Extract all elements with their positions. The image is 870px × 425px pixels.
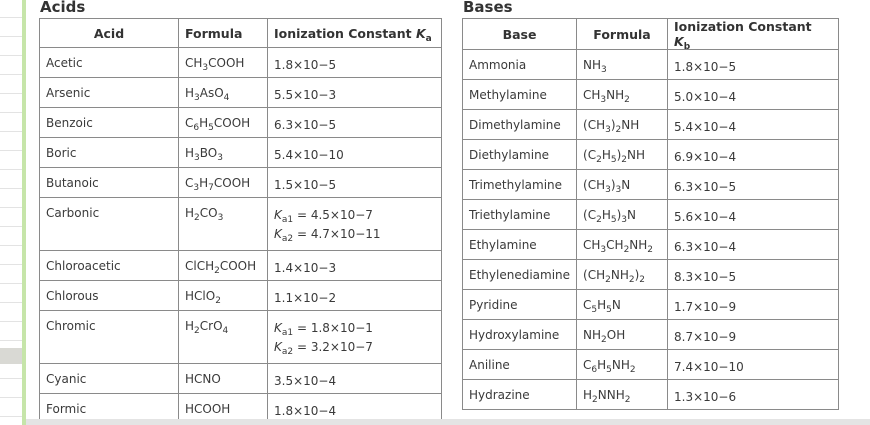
bases-row xyxy=(463,50,839,80)
constant-cell xyxy=(668,350,839,380)
formula-text: CH xyxy=(583,238,601,252)
constant-label: a1 xyxy=(281,215,294,225)
formula-cell xyxy=(179,251,268,281)
formula-text: C xyxy=(185,116,194,130)
formula-text: (CH xyxy=(583,118,606,132)
constant-value: 7.4×10−10 xyxy=(674,360,744,374)
constant-value: 6.3×10−5 xyxy=(274,118,337,132)
formula-text: N xyxy=(611,298,621,312)
formula-subscript: 2 xyxy=(194,326,200,336)
formula-text: (CH xyxy=(583,268,606,282)
formula-cell xyxy=(179,198,268,251)
formula-text: ) xyxy=(610,178,616,192)
acids-header-row xyxy=(40,19,442,48)
name-cell: Cyanic xyxy=(40,364,179,394)
constant-header-label: Ionization Constant xyxy=(674,19,812,34)
formula-cell xyxy=(179,138,268,168)
constant-value: 5.6×10−4 xyxy=(674,210,737,224)
formula-text: NH xyxy=(611,358,630,372)
constant-symbol: K xyxy=(274,321,282,335)
constant-value: 1.8×10−5 xyxy=(674,60,737,74)
constant-line xyxy=(274,176,435,195)
formula-subscript: 3 xyxy=(194,93,200,103)
constant-value: 1.1×10−2 xyxy=(274,291,337,305)
acids-row xyxy=(40,168,442,198)
bases-row xyxy=(463,230,839,260)
formula-text: H xyxy=(185,146,195,160)
formula-text: COOH xyxy=(208,56,245,70)
formula-subscript: 6 xyxy=(193,123,200,133)
constant-value: 1.7×10−9 xyxy=(674,300,737,314)
constant-line xyxy=(674,148,832,167)
constant-symbol: K xyxy=(274,227,282,241)
formula-subscript: 2 xyxy=(624,395,631,405)
formula-subscript: 2 xyxy=(592,395,598,405)
gutter-line xyxy=(0,93,22,94)
acid-formula-header: Formula xyxy=(179,19,268,48)
formula-subscript: 3 xyxy=(600,95,607,105)
constant-line xyxy=(274,56,435,75)
name-cell: Formic xyxy=(40,394,179,424)
formula-text: (C xyxy=(583,148,597,162)
formula-text: NH xyxy=(583,58,602,72)
formula-text: NH xyxy=(606,88,625,102)
acid-constant-header xyxy=(268,19,442,48)
constant-cell xyxy=(668,170,839,200)
constant-header-label: Ionization Constant xyxy=(274,25,412,41)
formula-text: AsO xyxy=(199,86,224,100)
constant-cell xyxy=(268,78,442,108)
formula-subscript: 2 xyxy=(629,365,636,375)
formula-text: C xyxy=(583,298,592,312)
equals-sign: = xyxy=(293,208,311,222)
constant-cell xyxy=(668,50,839,80)
formula-subscript: 2 xyxy=(601,335,607,345)
bases-row xyxy=(463,110,839,140)
formula-cell xyxy=(179,281,268,311)
equals-sign: = xyxy=(293,227,311,241)
formula-subscript: 5 xyxy=(606,365,612,375)
formula-subscript: 5 xyxy=(610,215,617,225)
formula-text: COOH xyxy=(213,176,251,190)
formula-text: ) xyxy=(616,208,622,222)
formula-subscript: 5 xyxy=(606,305,612,315)
acids-row xyxy=(40,198,442,251)
formula-cell xyxy=(577,260,668,290)
constant-line xyxy=(274,146,435,165)
constant-cell xyxy=(268,281,442,311)
formula-subscript: 2 xyxy=(621,155,627,165)
constant-line xyxy=(674,178,832,197)
constant-symbol: K xyxy=(274,208,282,222)
formula-cell xyxy=(577,50,668,80)
formula-cell xyxy=(179,78,268,108)
bases-title: Bases xyxy=(463,0,513,16)
constant-value: 6.3×10−5 xyxy=(674,180,737,194)
formula-subscript: 3 xyxy=(615,185,622,195)
constant-line xyxy=(274,206,435,225)
bases-row xyxy=(463,320,839,350)
formula-subscript: 3 xyxy=(194,153,200,163)
gutter-line xyxy=(0,36,22,37)
bases-row xyxy=(463,380,839,410)
formula-text: C xyxy=(185,176,194,190)
name-cell: Chloroacetic xyxy=(40,251,179,281)
formula-text: H xyxy=(185,319,195,333)
formula-cell xyxy=(179,311,268,364)
constant-symbol: K xyxy=(674,34,684,49)
constant-value: 1.3×10−6 xyxy=(674,390,737,404)
constant-cell xyxy=(268,198,442,251)
constant-value: 3.2×10−7 xyxy=(310,340,373,354)
constant-value: 8.7×10−9 xyxy=(674,330,737,344)
constant-line xyxy=(674,238,832,257)
formula-subscript: 2 xyxy=(596,155,602,165)
constant-cell xyxy=(668,260,839,290)
name-cell: Acetic xyxy=(40,48,179,78)
formula-text: ClCH xyxy=(185,259,215,273)
equals-sign: = xyxy=(293,321,311,335)
name-cell: Butanoic xyxy=(40,168,179,198)
constant-line xyxy=(674,298,832,317)
gutter-line xyxy=(0,150,22,151)
formula-text: (CH xyxy=(583,178,606,192)
formula-text: CH xyxy=(185,56,203,70)
formula-subscript: 5 xyxy=(610,155,617,165)
bases-row xyxy=(463,80,839,110)
constant-label: a2 xyxy=(281,347,294,357)
formula-text: NH xyxy=(629,238,648,252)
acid-name-header: Acid xyxy=(40,19,179,48)
formula-cell xyxy=(577,170,668,200)
name-cell: Aniline xyxy=(463,350,577,380)
formula-text: NH xyxy=(621,118,640,132)
acids-table xyxy=(39,18,442,424)
bases-header-row xyxy=(463,19,839,50)
formula-text: CO xyxy=(199,206,218,220)
formula-cell xyxy=(179,168,268,198)
formula-text: ) xyxy=(634,268,640,282)
base-constant-header xyxy=(668,19,839,50)
formula-text: NH xyxy=(610,268,629,282)
gutter-line xyxy=(0,302,22,303)
gutter-line xyxy=(0,112,22,113)
gutter-line xyxy=(0,378,22,379)
constant-value: 1.8×10−1 xyxy=(310,321,373,335)
constant-value: 5.5×10−3 xyxy=(274,88,337,102)
name-cell: Triethylamine xyxy=(463,200,577,230)
equals-sign: = xyxy=(293,340,311,354)
gutter-line xyxy=(0,264,22,265)
formula-subscript: 2 xyxy=(624,95,630,105)
formula-text: N xyxy=(621,178,631,192)
constant-cell xyxy=(668,290,839,320)
bases-table xyxy=(462,18,839,410)
formula-text: H xyxy=(185,86,195,100)
formula-text: H xyxy=(601,208,611,222)
constant-cell xyxy=(268,364,442,394)
formula-text: ) xyxy=(616,148,622,162)
constant-value: 1.8×10−5 xyxy=(274,58,337,72)
constant-symbol: K xyxy=(415,25,426,41)
formula-subscript: 2 xyxy=(215,296,221,306)
constant-cell xyxy=(668,110,839,140)
constant-value: 4.7×10−11 xyxy=(310,227,381,241)
acids-row xyxy=(40,281,442,311)
formula-cell xyxy=(577,380,668,410)
constant-value: 8.3×10−5 xyxy=(674,270,737,284)
constant-value: 6.9×10−4 xyxy=(674,150,737,164)
bases-row xyxy=(463,350,839,380)
name-cell: Pyridine xyxy=(463,290,577,320)
formula-text: HCOOH xyxy=(185,402,231,416)
gutter-line xyxy=(0,397,22,398)
formula-subscript: 7 xyxy=(208,183,214,193)
gutter-line xyxy=(0,17,22,18)
acids-row xyxy=(40,311,442,364)
formula-text: NH xyxy=(583,328,602,342)
name-cell: Ammonia xyxy=(463,50,577,80)
formula-text: H xyxy=(185,206,195,220)
formula-text: BO xyxy=(199,146,218,160)
constant-label: a2 xyxy=(281,234,294,244)
formula-subscript: 3 xyxy=(605,185,611,195)
formula-text: HCNO xyxy=(185,372,221,386)
gutter-line xyxy=(0,283,22,284)
gutter-line xyxy=(0,245,22,246)
constant-line xyxy=(674,268,832,287)
constant-cell xyxy=(668,200,839,230)
constant-line xyxy=(274,86,435,105)
constant-cell xyxy=(268,168,442,198)
constant-line xyxy=(674,358,832,377)
formula-subscript: 2 xyxy=(596,215,602,225)
constant-line xyxy=(274,259,435,278)
gutter-line xyxy=(0,416,22,417)
constant-line xyxy=(674,88,832,107)
gutter-line xyxy=(0,321,22,322)
constant-symbol: K xyxy=(274,340,282,354)
constant-cell xyxy=(268,48,442,78)
formula-subscript: 3 xyxy=(621,215,627,225)
green-margin-bar xyxy=(22,0,26,425)
formula-text: CrO xyxy=(199,319,223,333)
formula-subscript: 2 xyxy=(605,275,611,285)
formula-text: H xyxy=(199,176,209,190)
constant-cell xyxy=(268,311,442,364)
formula-cell xyxy=(179,108,268,138)
name-cell: Arsenic xyxy=(40,78,179,108)
constant-line xyxy=(674,118,832,137)
constant-cell xyxy=(668,80,839,110)
formula-subscript: 3 xyxy=(202,63,209,73)
constant-line xyxy=(674,58,832,77)
constant-value: 3.5×10−4 xyxy=(274,374,337,388)
name-cell: Carbonic xyxy=(40,198,179,251)
formula-subscript: 5 xyxy=(591,305,598,315)
acids-title: Acids xyxy=(40,0,86,16)
name-cell: Benzoic xyxy=(40,108,179,138)
constant-cell xyxy=(268,251,442,281)
constant-line xyxy=(274,372,435,391)
gutter-line xyxy=(0,131,22,132)
formula-subscript: 4 xyxy=(223,93,230,103)
formula-subscript: 2 xyxy=(623,245,630,255)
formula-text: H xyxy=(199,116,209,130)
gutter-line xyxy=(0,55,22,56)
constant-cell xyxy=(668,380,839,410)
acids-row xyxy=(40,78,442,108)
bases-row xyxy=(463,140,839,170)
formula-cell xyxy=(577,320,668,350)
name-cell: Ethylenediamine xyxy=(463,260,577,290)
gutter-line xyxy=(0,74,22,75)
constant-line xyxy=(274,225,435,244)
formula-text: COOH xyxy=(213,116,251,130)
constant-cell xyxy=(668,320,839,350)
constant-cell xyxy=(268,138,442,168)
formula-text: COOH xyxy=(219,259,257,273)
constant-line xyxy=(274,116,435,135)
name-cell: Hydroxylamine xyxy=(463,320,577,350)
constant-line xyxy=(274,289,435,308)
acids-row xyxy=(40,251,442,281)
formula-cell xyxy=(577,110,668,140)
bases-row xyxy=(463,290,839,320)
formula-text: H xyxy=(597,298,607,312)
constant-symbol-sub: b xyxy=(683,42,691,52)
formula-cell xyxy=(577,230,668,260)
formula-text: C xyxy=(583,358,592,372)
constant-cell xyxy=(268,108,442,138)
formula-subscript: 3 xyxy=(217,213,224,223)
name-cell: Hydrazine xyxy=(463,380,577,410)
formula-text: N xyxy=(627,208,636,222)
acids-row xyxy=(40,364,442,394)
formula-cell xyxy=(577,350,668,380)
constant-value: 5.0×10−4 xyxy=(674,90,737,104)
formula-cell xyxy=(577,80,668,110)
formula-text: (C xyxy=(583,208,597,222)
constant-value: 5.4×10−10 xyxy=(274,148,344,162)
name-cell: Chlorous xyxy=(40,281,179,311)
formula-subscript: 2 xyxy=(194,213,200,223)
formula-subscript: 3 xyxy=(193,183,200,193)
constant-line xyxy=(674,388,832,407)
base-formula-header: Formula xyxy=(577,19,668,50)
formula-subscript: 2 xyxy=(639,275,645,285)
gutter-line xyxy=(0,340,22,341)
name-cell: Dimethylamine xyxy=(463,110,577,140)
formula-cell xyxy=(577,200,668,230)
gutter-line xyxy=(0,207,22,208)
constant-value: 1.5×10−5 xyxy=(274,178,337,192)
constant-line xyxy=(274,338,435,357)
constant-cell xyxy=(668,140,839,170)
formula-subscript: 4 xyxy=(222,326,229,336)
formula-text: H xyxy=(601,148,611,162)
name-cell: Chromic xyxy=(40,311,179,364)
name-cell: Trimethylamine xyxy=(463,170,577,200)
constant-value: 6.3×10−4 xyxy=(674,240,737,254)
bases-row xyxy=(463,260,839,290)
constant-value: 1.8×10−4 xyxy=(274,404,337,418)
formula-subscript: 2 xyxy=(615,125,622,135)
formula-subscript: 3 xyxy=(601,65,607,75)
formula-cell xyxy=(179,364,268,394)
constant-line xyxy=(674,208,832,227)
formula-text: CH xyxy=(606,238,624,252)
constant-value: 4.5×10−7 xyxy=(310,208,373,222)
constant-label: a1 xyxy=(281,328,294,338)
formula-cell xyxy=(179,48,268,78)
constant-line xyxy=(674,328,832,347)
formula-text: NNH xyxy=(597,388,625,402)
formula-text: CH xyxy=(583,88,601,102)
gutter-line xyxy=(0,226,22,227)
formula-subscript: 6 xyxy=(591,365,598,375)
formula-subscript: 2 xyxy=(628,275,635,285)
name-cell: Methylamine xyxy=(463,80,577,110)
formula-text: HClO xyxy=(185,289,216,303)
bases-row xyxy=(463,200,839,230)
bases-row xyxy=(463,170,839,200)
gutter-line xyxy=(0,188,22,189)
constant-value: 5.4×10−4 xyxy=(674,120,737,134)
formula-subscript: 3 xyxy=(217,153,223,163)
formula-subscript: 3 xyxy=(605,125,611,135)
formula-subscript: 3 xyxy=(600,245,607,255)
name-cell: Ethylamine xyxy=(463,230,577,260)
formula-text: H xyxy=(597,358,607,372)
constant-cell xyxy=(668,230,839,260)
base-name-header: Base xyxy=(463,19,577,50)
formula-subscript: 5 xyxy=(208,123,214,133)
formula-cell xyxy=(577,140,668,170)
acids-row xyxy=(40,48,442,78)
formula-text: OH xyxy=(606,328,626,342)
formula-text: H xyxy=(583,388,593,402)
acids-row xyxy=(40,138,442,168)
formula-cell xyxy=(577,290,668,320)
gutter-selected-row[interactable] xyxy=(0,348,22,364)
name-cell: Boric xyxy=(40,138,179,168)
name-cell: Diethylamine xyxy=(463,140,577,170)
constant-line xyxy=(274,319,435,338)
formula-text: ) xyxy=(610,118,616,132)
acids-row xyxy=(40,108,442,138)
constant-symbol-sub: a xyxy=(425,33,432,44)
constant-value: 1.4×10−3 xyxy=(274,261,337,275)
formula-subscript: 2 xyxy=(214,266,220,276)
formula-text: NH xyxy=(627,148,645,162)
bottom-strip xyxy=(26,419,870,425)
formula-subscript: 2 xyxy=(647,245,654,255)
gutter-line xyxy=(0,169,22,170)
